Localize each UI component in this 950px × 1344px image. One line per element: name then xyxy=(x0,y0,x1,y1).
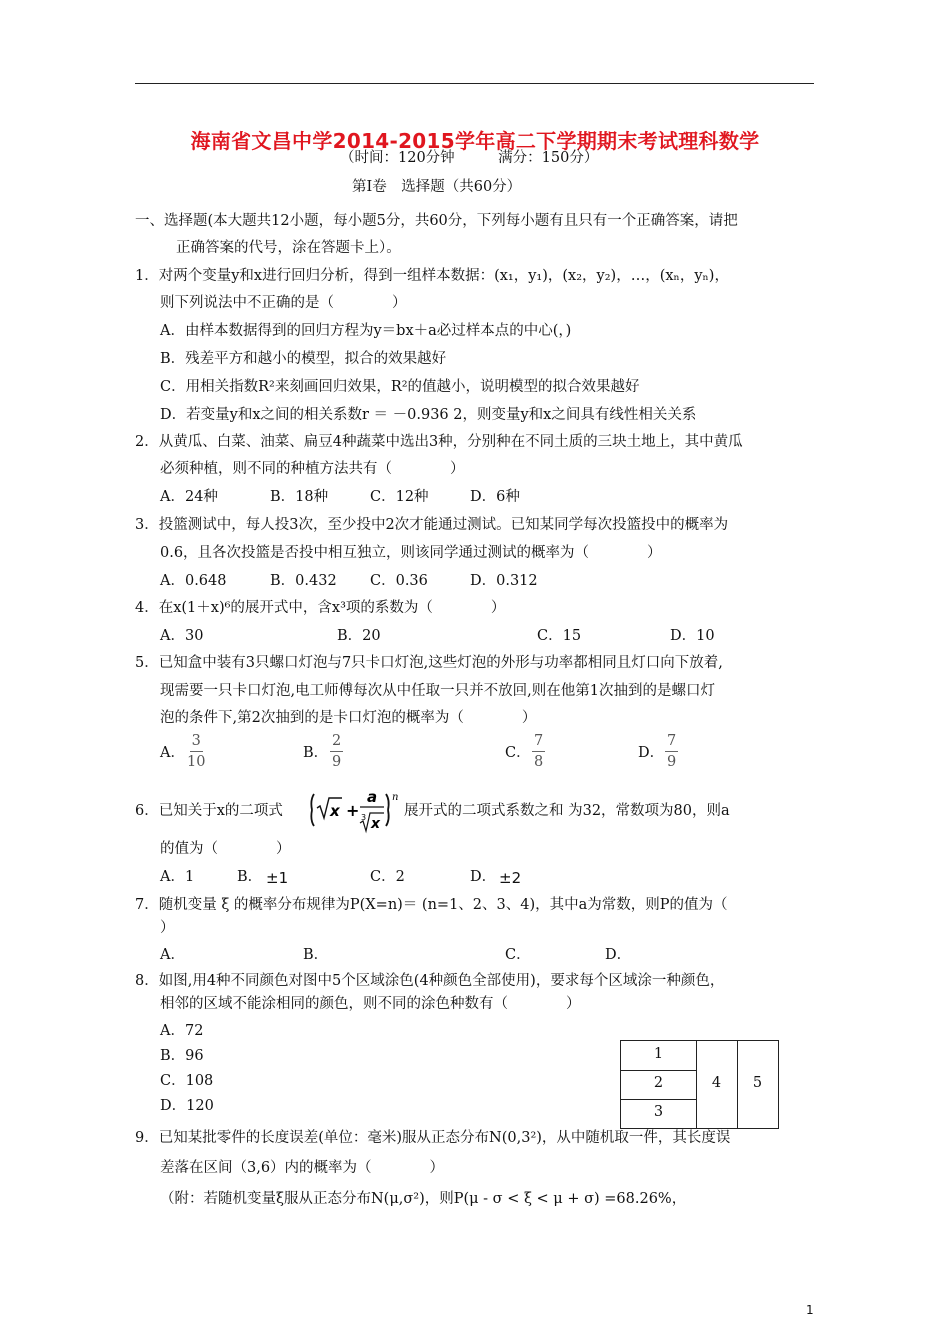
q1-option-b: B．残差平方和越小的模型，拟合的效果越好 xyxy=(160,351,447,367)
region-4-label: 4 xyxy=(711,1075,722,1091)
q3-stem-2: 0.6，且各次投篮是否投中相互独立，则该同学通过测试的概率为（ ） xyxy=(160,545,662,561)
q5-option-a: A． xyxy=(160,745,185,761)
q7-option-b: B． xyxy=(303,947,329,963)
q6-option-a: A．1 xyxy=(160,869,195,885)
page-number: 1 xyxy=(806,1303,814,1317)
q4-option-d: D．10 xyxy=(670,628,715,644)
q7-option-d: D． xyxy=(605,947,632,963)
region-5-label: 5 xyxy=(752,1075,763,1091)
q6-option-b-value: ±1 xyxy=(266,869,289,887)
q5-option-b-fraction xyxy=(330,731,343,772)
q3-option-d: D．0.312 xyxy=(470,573,538,589)
numerator: 3 xyxy=(190,731,203,752)
svg-text:+: + xyxy=(346,801,360,820)
denominator: 9 xyxy=(332,754,342,770)
q6-stem-pre: 6．已知关于x的二项式 xyxy=(135,803,283,819)
q5-option-d: D． xyxy=(638,745,665,761)
numerator: 7 xyxy=(665,731,678,752)
page-title: 海南省文昌中学2014-2015学年高二下学期期末考试理科数学 xyxy=(190,129,760,153)
svg-text:3: 3 xyxy=(361,813,367,822)
q8-option-c: C．108 xyxy=(160,1073,214,1089)
numerator: 2 xyxy=(330,731,343,752)
q4-option-b: B．20 xyxy=(337,628,381,644)
q4-option-c: C．15 xyxy=(537,628,582,644)
q3-option-a: A．0.648 xyxy=(160,573,227,589)
q2-option-a: A．24种 xyxy=(160,489,218,505)
q7-stem-1: 7．随机变量 ξ 的概率分布规律为P(X=n)＝ (n=1、2、3、4)，其中a为常数，则P的值为（ xyxy=(135,897,728,913)
coloring-region-diagram xyxy=(620,1040,779,1129)
region-divider xyxy=(621,1099,696,1100)
denominator: 9 xyxy=(667,754,677,770)
q6-option-d-value: ±2 xyxy=(499,869,522,887)
region-3-label: 3 xyxy=(653,1104,664,1120)
header-rule xyxy=(135,83,814,84)
q1-stem-2: 则下列说法中不正确的是（ ） xyxy=(160,295,407,311)
q9-stem-3: （附：若随机变量ξ服从正态分布N(μ,σ²)，则P(μ - σ < ξ < μ + σ) =68.26%， xyxy=(160,1191,687,1207)
q4-stem: 4．在x(1＋x)⁶的展开式中，含x³项的系数为（ ） xyxy=(135,600,506,616)
region-divider xyxy=(621,1070,696,1071)
q3-option-b: B．0.432 xyxy=(270,573,337,589)
q5-stem-3: 泡的条件下,第2次抽到的是卡口灯泡的概率为（ ） xyxy=(160,710,537,726)
q1-option-c: C．用相关指数R²来刻画回归效果，R²的值越小，说明模型的拟合效果越好 xyxy=(160,379,640,395)
q2-option-b: B．18种 xyxy=(270,489,329,505)
binomial-formula xyxy=(310,788,400,834)
q4-option-a: A．30 xyxy=(160,628,204,644)
q5-option-c: C． xyxy=(505,745,531,761)
q7-stem-2: ） xyxy=(160,920,175,936)
q5-option-b: B． xyxy=(303,745,329,761)
q6-option-d: D． xyxy=(470,869,497,885)
q9-stem-2: 差落在区间（3,6）内的概率为（ ） xyxy=(160,1160,445,1176)
region-2-label: 2 xyxy=(653,1075,664,1091)
denominator: 10 xyxy=(187,754,206,770)
intro-line-2: 正确答案的代号，涂在答题卡上）。 xyxy=(176,240,401,256)
q5-stem-2: 现需要一只卡口灯泡,电工师傅每次从中任取一只并不放回,则在他第1次抽到的是螺口灯 xyxy=(160,683,715,699)
formula-x: x xyxy=(330,802,340,820)
q2-stem-1: 2．从黄瓜、白菜、油菜、扁豆4种蔬菜中选出3种，分别种在不同土质的三块土地上，其中黄瓜 xyxy=(135,434,743,450)
q6-option-b: B． xyxy=(237,869,263,885)
exam-time-score: （时间：120分钟 满分：150分） xyxy=(340,150,599,166)
q2-option-c: C．12种 xyxy=(370,489,429,505)
section-heading: 第Ⅰ卷 选择题（共60分） xyxy=(352,179,522,195)
q8-stem-1: 8．如图,用4种不同颜色对图中5个区域涂色(4种颜色全部使用)，要求每个区域涂一种颜色， xyxy=(135,973,725,989)
formula-x-denominator: x xyxy=(371,816,381,832)
q3-option-c: C．0.36 xyxy=(370,573,428,589)
q2-option-d: D．6种 xyxy=(470,489,520,505)
q5-option-a-fraction xyxy=(187,731,205,772)
q6-option-c: C．2 xyxy=(370,869,405,885)
formula-a: a xyxy=(367,788,378,806)
denominator: 8 xyxy=(534,754,544,770)
numerator: 7 xyxy=(532,731,545,752)
q8-option-d: D．120 xyxy=(160,1098,214,1114)
q2-stem-2: 必须种植，则不同的种植方法共有（ ） xyxy=(160,461,465,477)
binomial-formula-svg xyxy=(310,788,400,834)
q8-stem-2: 相邻的区域不能涂相同的颜色，则不同的涂色种数有（ ） xyxy=(160,996,581,1012)
q8-option-b: B．96 xyxy=(160,1048,204,1064)
q6-stem-2: 的值为（ ） xyxy=(160,841,291,857)
region-1-label: 1 xyxy=(653,1046,664,1062)
intro-line-1: 一、选择题(本大题共12小题，每小题5分，共60分，下列每小题有且只有一个正确答案，请把 xyxy=(135,213,738,229)
q5-option-c-fraction xyxy=(532,731,545,772)
q3-stem-1: 3．投篮测试中，每人投3次，至少投中2次才能通过测试。已知某同学每次投篮投中的概率为 xyxy=(135,517,729,533)
q8-option-a: A．72 xyxy=(160,1023,204,1039)
q5-option-d-fraction xyxy=(665,731,678,772)
q1-stem-1: 1．对两个变量y和x进行回归分析，得到一组样本数据：(x₁，y₁)，(x₂，y₂)，…，(xₙ，yₙ)， xyxy=(135,268,729,284)
q1-option-d: D．若变量y和x之间的相关系数r ＝ －0.936 2，则变量y和x之间具有线性相关关系 xyxy=(160,407,697,423)
formula-n: n xyxy=(392,792,399,803)
q9-stem-1: 9．已知某批零件的长度误差(单位：毫米)服从正态分布N(0,3²)，从中随机取一件，其长度误 xyxy=(135,1130,731,1146)
q1-option-a: A．由样本数据得到的回归方程为y＝bx＋a必过样本点的中心(，) xyxy=(160,323,572,339)
q7-option-c: C． xyxy=(505,947,531,963)
q7-option-a: A． xyxy=(160,947,185,963)
q5-stem-1: 5．已知盒中装有3只螺口灯泡与7只卡口灯泡,这些灯泡的外形与功率都相同且灯口向下放着, xyxy=(135,655,723,671)
q6-stem-post: 展开式的二项式系数之和 为32，常数项为80，则a xyxy=(404,803,730,819)
